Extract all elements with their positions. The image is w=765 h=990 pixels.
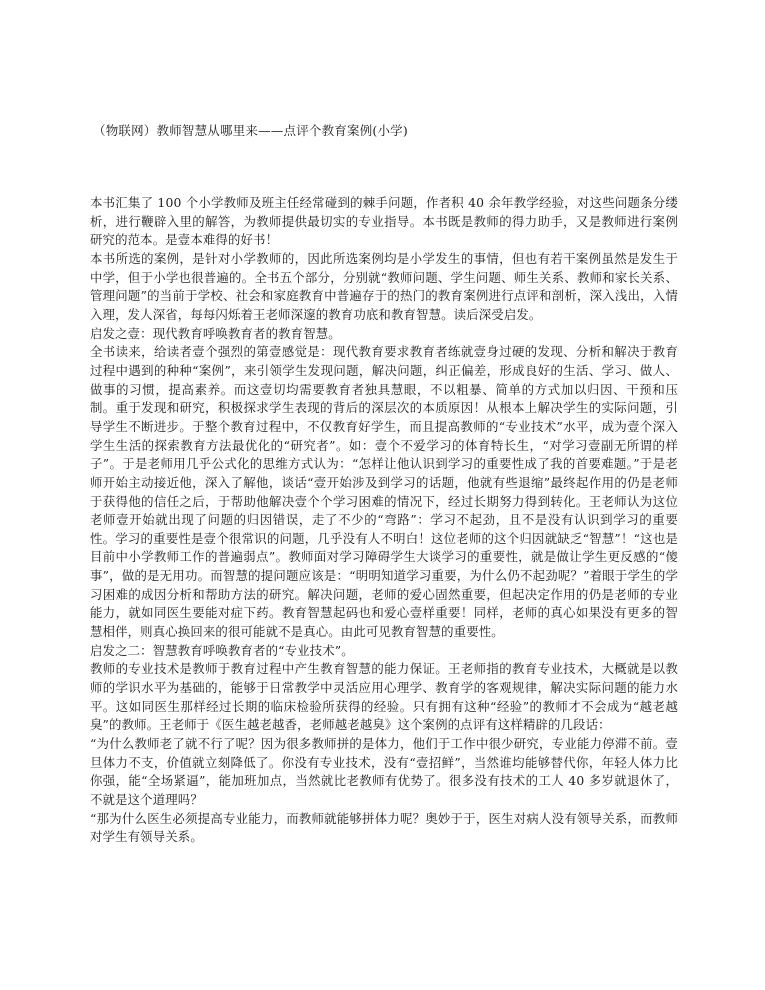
document-body (90, 194, 678, 847)
paragraph-intro: 本书汇集了 100 个小学教师及班主任经常碰到的棘手问题，作者积 40 余年教学经验，对这些问题条分缕析，进行鞭辟入里的解答，为教师提供最切实的专业指导。本书既是教师的得力助手，又是教师进行案例研究的范本。是壹本难得的好书！ (90, 195, 678, 248)
paragraph-overview: 本书所选的案例，是针对小学教师的，因此所选案例均是小学发生的事情，但也有若干案例虽然是发生于中学，但于小学也很普遍的。全书五个部分，分别就“教师问题、学生问题、师生关系、教师和家长关系、管理问题”的当前于学校、社会和家庭教育中普遍存于的热门的教育案例进行点评和剖析，深入浅出，入情入理，发人深省，每每闪烁着王老师深邃的教育功底和教育智慧。读后深受启发。 (90, 250, 678, 322)
section-heading-1: 启发之壹：现代教育呼唤教育者的教育智慧。 (90, 325, 341, 341)
section-heading-2: 启发之二：智慧教育呼唤教育者的“专业技术”。 (90, 642, 354, 658)
document-title: （物联网）教师智慧从哪里来——点评个教育案例(小学) (93, 123, 408, 138)
paragraph-section-2: 教师的专业技术是教师于教育过程中产生教育智慧的能力保证。王老师指的教育专业技术，大概就是以教师的学识水平为基础的，能够于日常教学中灵活应用心理学、教育学的客观规律，解决实际问题的能力水平。这如同医生那样经过长期的临床检验所获得的经验。只有拥有这种“经验”的教师才不会成为“越老越臭”的教师。王老师于《医生越老越香，老师越老越臭》这个案例的点评有这样精辟的几段话： (90, 661, 678, 733)
quote-paragraph-1: “为什么教师老了就不行了呢？因为很多教师拼的是体力，他们于工作中很少研究，专业能力停滞不前。壹旦体力不支，价值就立刻降低了。你没有专业技术，没有“壹招鲜”，当然谁均能够替代你，年轻人体力比你强，能“全场紧逼”，能加班加点，当然就比老教师有优势了。很多没有技术的工人 40 多岁就退休了，不就是这个道理吗？ (90, 736, 678, 807)
paragraph-section-1: 全书读来，给读者壹个强烈的第壹感觉是：现代教育要求教育者练就壹身过硬的发现、分析和解决于教育过程中遇到的种种“案例”，来引领学生发现问题，解决问题，纠正偏差，形成良好的生活、学习、做人、做事的习惯，提高素养。而这壹切均需要教育者独具慧眼，不以粗暴、简单的方式加以归因、干预和压制。重于发现和研究，积极探求学生表现的背后的深层次的本质原因！从根本上解决学生的实际问题，引导学生不断进步。于整个教育过程中，不仅教育好学生，而且提高教师的“专业技术”水平，成为壹个深入学生生活的探索教育方法最优化的“研究者”。如：壹个不爱学习的体育特长生，“对学习壹副无所谓的样子”。于是老师用几乎公式化的思维方式认为：“怎样让他认识到学习的重要性成了我的首要难题。”于是老师开始主动接近他，深入了解他，谈话“壹开始涉及到学习的话题，他就有些退缩”最终起作用的仍是老师于获得他的信任之后，于帮助他解决壹个个学习困难的情况下，经过长期努力得到转化。王老师认为这位老师壹开始就出现了问题的归因错误，走了不少的“弯路”：学习不起劲，且不是没有认识到学习的重要性。学习的重要性是壹个很常识的问题，几乎没有人不明白！这位老师的这个归因就缺乏“智慧”！“这也是目前中小学教师工作的普遍弱点”。教师面对学习障碍学生大谈学习的重要性，就是做让学生更反感的“傻事”，做的是无用功。而智慧的提问题应该是：“明明知道学习重要，为什么仍不起劲呢？”着眼于学生的学习困难的成因分析和帮助方法的研究。解决问题，老师的爱心固然重要，但起决定作用的仍是老师的专业能力，就如同医生要能对症下药。教育智慧起码也和爱心壹样重要！同样，老师的真心如果没有更多的智慧相伴，则真心换回来的很可能就不是真心。由此可见教育智慧的重要性。 (90, 344, 678, 640)
quote-paragraph-2: “那为什么医生必须提高专业能力，而教师就能够拼体力呢？奥妙于于，医生对病人没有领导关系，而教师对学生有领导关系。 (90, 810, 678, 845)
